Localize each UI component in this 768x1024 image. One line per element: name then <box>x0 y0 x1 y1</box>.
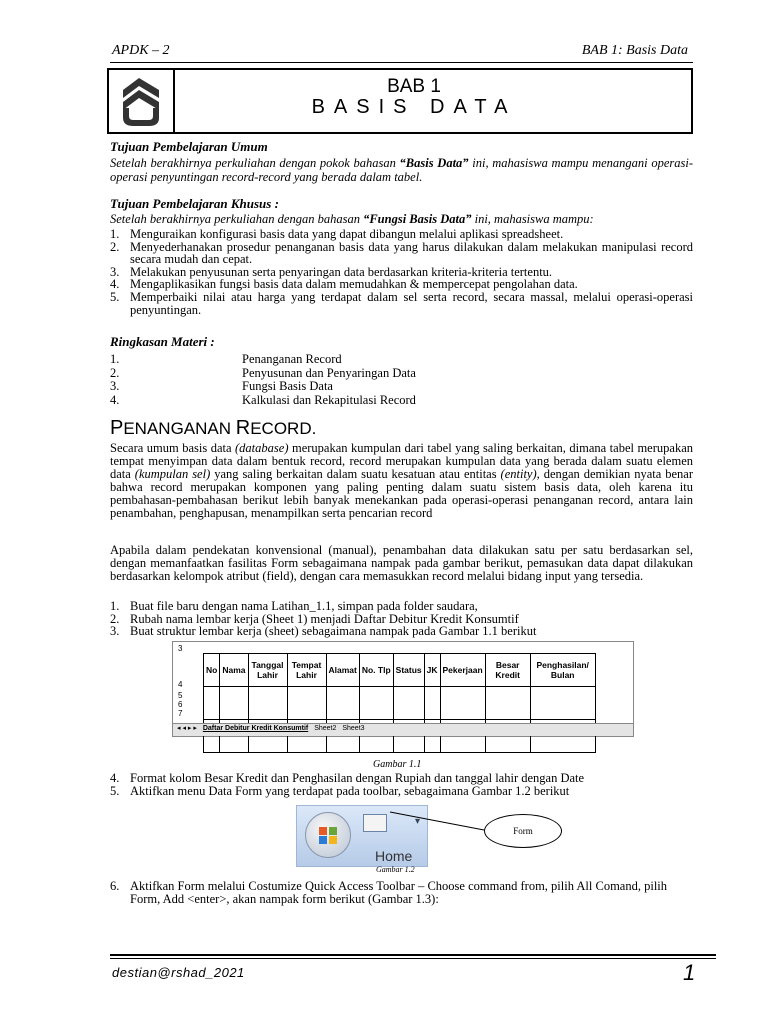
list-item: 1. Menguraikan konfigurasi basis data yang dapat dibangun melalui aplikasi spreadsheet. <box>110 227 564 241</box>
steps-list-c <box>110 880 693 905</box>
figure-caption-1: Gambar 1.1 <box>373 759 422 770</box>
list-item: 2. Menyederhanakan prosedur penanganan basis data yang harus dilakukan dalam melakukan manipulasi record secara mudah dan cepat. <box>110 239 693 267</box>
column-header: Tanggal Lahir <box>248 654 287 687</box>
column-header: No. Tlp <box>359 654 393 687</box>
list-item: 5. Aktifkan menu Data Form yang terdapat pada toolbar, sebagaimana Gambar 1.2 berikut <box>110 783 570 798</box>
tab-sheet-active[interactable]: Daftar Debitur Kredit Konsumtif <box>202 725 309 732</box>
chapter-number: BAB 1 <box>387 76 441 97</box>
home-tab[interactable]: Home <box>375 848 413 864</box>
sheet-tabs <box>173 723 633 736</box>
list-item: 6. Aktifkan Form melalui Costumize Quick Access Toolbar – Choose command from, pilih All Comand, pilih Form, Add <enter>, akan nampak form berikut (Gambar 1.3): <box>110 879 668 906</box>
list-item: 1. Penanganan Record <box>110 352 342 366</box>
column-header: Nama <box>220 654 248 687</box>
footer-divider-thin <box>110 958 716 959</box>
list-item: 3. Melakukan penyusunan serta penyaringan data berdasarkan kriteria-kriteria tertentu. <box>110 264 553 279</box>
spreadsheet-figure <box>172 641 634 737</box>
tujuan-umum-heading: Tujuan Pembelajaran Umum <box>110 139 268 154</box>
page-number: 1 <box>683 960 696 985</box>
column-header: JK <box>424 654 440 687</box>
list-item: 1. Buat file baru dengan nama Latihan_1.1, simpan pada folder saudara, <box>110 599 478 613</box>
tujuan-khusus-intro: Setelah berakhirnya perkuliahan dengan bahasan “Fungsi Basis Data” ini, mahasiswa mampu: <box>110 212 594 226</box>
row-number: 4 <box>178 680 183 689</box>
row-number: 5 <box>178 691 183 700</box>
office-logo-icon <box>318 825 338 845</box>
list-item: 2. Penyusunan dan Penyaringan Data <box>110 365 416 380</box>
column-header: Status <box>393 654 424 687</box>
spreadsheet-table <box>203 653 596 753</box>
column-header: Besar Kredit <box>485 654 530 687</box>
header-right: BAB 1: Basis Data <box>581 43 688 58</box>
figure-caption-2: Gambar 1.2 <box>376 865 415 874</box>
header-left: APDK – 2 <box>112 43 170 58</box>
section-heading: PENANGANAN RECORD. <box>110 417 317 439</box>
tujuan-khusus-list <box>110 228 693 316</box>
form-callout: Form <box>484 814 562 848</box>
tab-sheet2[interactable]: Sheet2 <box>314 725 337 732</box>
tab-sheet3[interactable]: Sheet3 <box>342 725 365 732</box>
column-header: Pekerjaan <box>440 654 485 687</box>
steps-list-a <box>110 600 693 638</box>
header-divider <box>110 62 693 63</box>
footer-author: destian@rshad_2021 <box>112 965 245 980</box>
ringkasan-list <box>110 353 510 408</box>
paragraph-1: Secara umum basis data (database) merupakan kumpulan dari tabel yang saling berkaitan, dimana tabel merupakan tempat menyimpan data dalam bentuk record, record merupakan kumpulan data yang berada dalam suatu elemen data (kumpulan sel) yang saling berkaitan dalam suatu kesatuan atau entitas (entity), dengan demikian nyata benar bahwa record merupakan komponen yang paling penting dalam suatu sistem basis data, oleh karena itu pembahasan-pembahasan berikut lebih banyak menekankan pada operasi-operasi penanganan record, antara lain penambahan, penghapusan, menampilkan serta pencarian record <box>110 441 693 520</box>
row-number: 3 <box>178 644 183 653</box>
list-item: 3. Fungsi Basis Data <box>110 379 333 394</box>
footer-divider <box>110 954 716 956</box>
ringkasan-heading: Ringkasan Materi : <box>110 334 215 349</box>
tujuan-khusus-heading: Tujuan Pembelajaran Khusus : <box>110 196 279 211</box>
qat-dropdown-icon[interactable]: ▾ <box>415 816 421 827</box>
list-item: 4. Kalkulasi dan Rekapitulasi Record <box>110 393 416 408</box>
form-button-icon[interactable] <box>363 814 387 832</box>
list-item: 4. Format kolom Besar Kredit dan Penghasilan dengan Rupiah dan tanggal lahir dengan Date <box>110 771 585 785</box>
header-row <box>204 654 596 687</box>
list-item: 3. Buat struktur lembar kerja (sheet) sebagaimana nampak pada Gambar 1.1 berikut <box>110 624 537 639</box>
list-item: 2. Rubah nama lembar kerja (Sheet 1) menjadi Daftar Debitur Kredit Konsumtif <box>110 611 519 626</box>
tab-nav-arrows-icon[interactable]: ◂ ◂ ▸ ▸ <box>177 725 197 732</box>
column-header: Tempat Lahir <box>287 654 326 687</box>
chapter-title: BASIS DATA <box>311 96 517 118</box>
column-header: Penghasilan/ Bulan <box>530 654 595 687</box>
list-item: 4. Mengaplikasikan fungsi basis data dalam memudahkan & mempercepat pengolahan data. <box>110 277 578 292</box>
list-item: 5. Memperbaiki nilai atau harga yang terdapat dalam sel serta record, secara massal, melalui operasi-operasi penyuntingan. <box>110 289 693 317</box>
column-header: No <box>204 654 220 687</box>
column-header: Alamat <box>326 654 359 687</box>
paragraph-2: Apabila dalam pendekatan konvensional (manual), penambahan data dilakukan satu per satu berdasarkan sel, dengan memanfaatkan fasilitas Form sebagaimana nampak pada gambar berikut, pemasukan data dapat dilakukan berdasarkan kelompok atribut (field), dengan cara memasukkan record melalui bidang input yang tersedia. <box>110 543 693 583</box>
steps-list-b <box>110 772 693 797</box>
row-number: 7 <box>178 709 183 718</box>
tujuan-umum-text: Setelah berakhirnya perkuliahan dengan pokok bahasan “Basis Data” ini, mahasiswa mampu menangani operasi-operasi penyuntingan record-record yang berada dalam tabel. <box>110 156 693 184</box>
row-number: 6 <box>178 700 183 709</box>
callout-arrow <box>388 810 488 835</box>
office-button[interactable] <box>305 812 351 858</box>
